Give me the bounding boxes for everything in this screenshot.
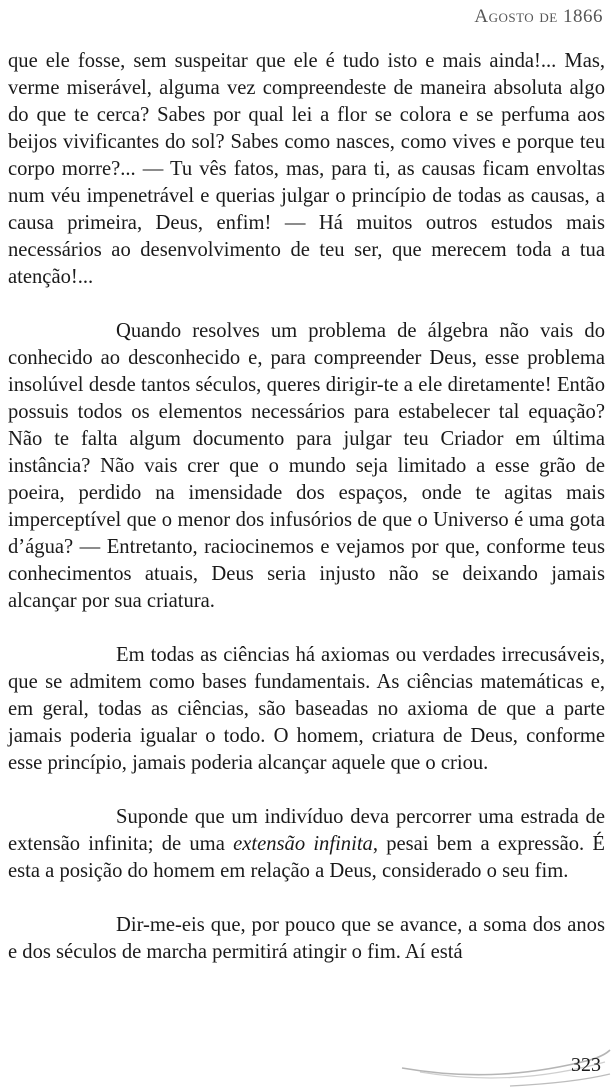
body-text (8, 48, 605, 966)
paragraph-3: Em todas as ciências há axiomas ou verdades irrecusáveis, que se admitem como bases fundamentais. As ciências matemáticas e, em geral, todas as ciências, são baseadas no axioma de que a parte jamais poderia igualar o todo. O homem, criatura de Deus, conforme esse princípio, jamais poderia alcançar aquele que o criou. (8, 644, 605, 774)
paragraph-4-after: , pesai bem a expressão. É esta a posição do homem em relação a Deus, considerado o seu fim. (8, 833, 605, 882)
paragraph-4-emphasis: extensão infinita (233, 833, 373, 855)
paragraph-1: que ele fosse, sem suspeitar que ele é tudo isto e mais ainda!... Mas, verme miserável, alguma vez compreendeste de maneira absoluta algo do que te cerca? Sabes por qual lei a flor se colora e se perfuma aos beijos vivificantes do sol? Sabes como nasces, como vives e porque teu corpo morre?... — Tu vês fatos, mas, para ti, as causas ficam envoltas num véu impenetrável e querias julgar o princípio de todas as causas, a causa primeira, Deus, enfim! — Há muitos outros estudos mais necessários ao desenvolvimento de teu ser, que merecem toda a tua atenção!... (8, 50, 605, 288)
paragraph-2: Quando resolves um problema de álgebra não vais do conhecido ao desconhecido e, para compreender Deus, esse problema insolúvel desde tantos séculos, queres dirigir-te a ele diretamente! Então possuis todos os elementos necessários para estabelecer tal equação? Não te falta algum documento para julgar teu Criador em última instância? Não vais crer que o mundo seja limitado a esse grão de poeira, perdido na imensidade dos espaços, onde te agitas mais imperceptível que o menor dos infusórios de que o Universo é uma gota d’água? — Entretanto, raciocinemos e vejamos por que, conforme teus conhecimentos atuais, Deus seria injusto não se deixando jamais alcançar por sua criatura. (8, 320, 605, 612)
running-header: Agosto de 1866 (474, 6, 603, 27)
paragraph-4 (8, 804, 605, 885)
paragraph-5: Dir-me-eis que, por pouco que se avance, a soma dos anos e dos séculos de marcha permitirá atingir o fim. Aí está (8, 914, 605, 963)
paragraph-4-before: Suponde que um indivíduo deva percorrer uma estrada de extensão infinita; de uma (8, 806, 605, 855)
page-number: 323 (571, 1054, 601, 1076)
